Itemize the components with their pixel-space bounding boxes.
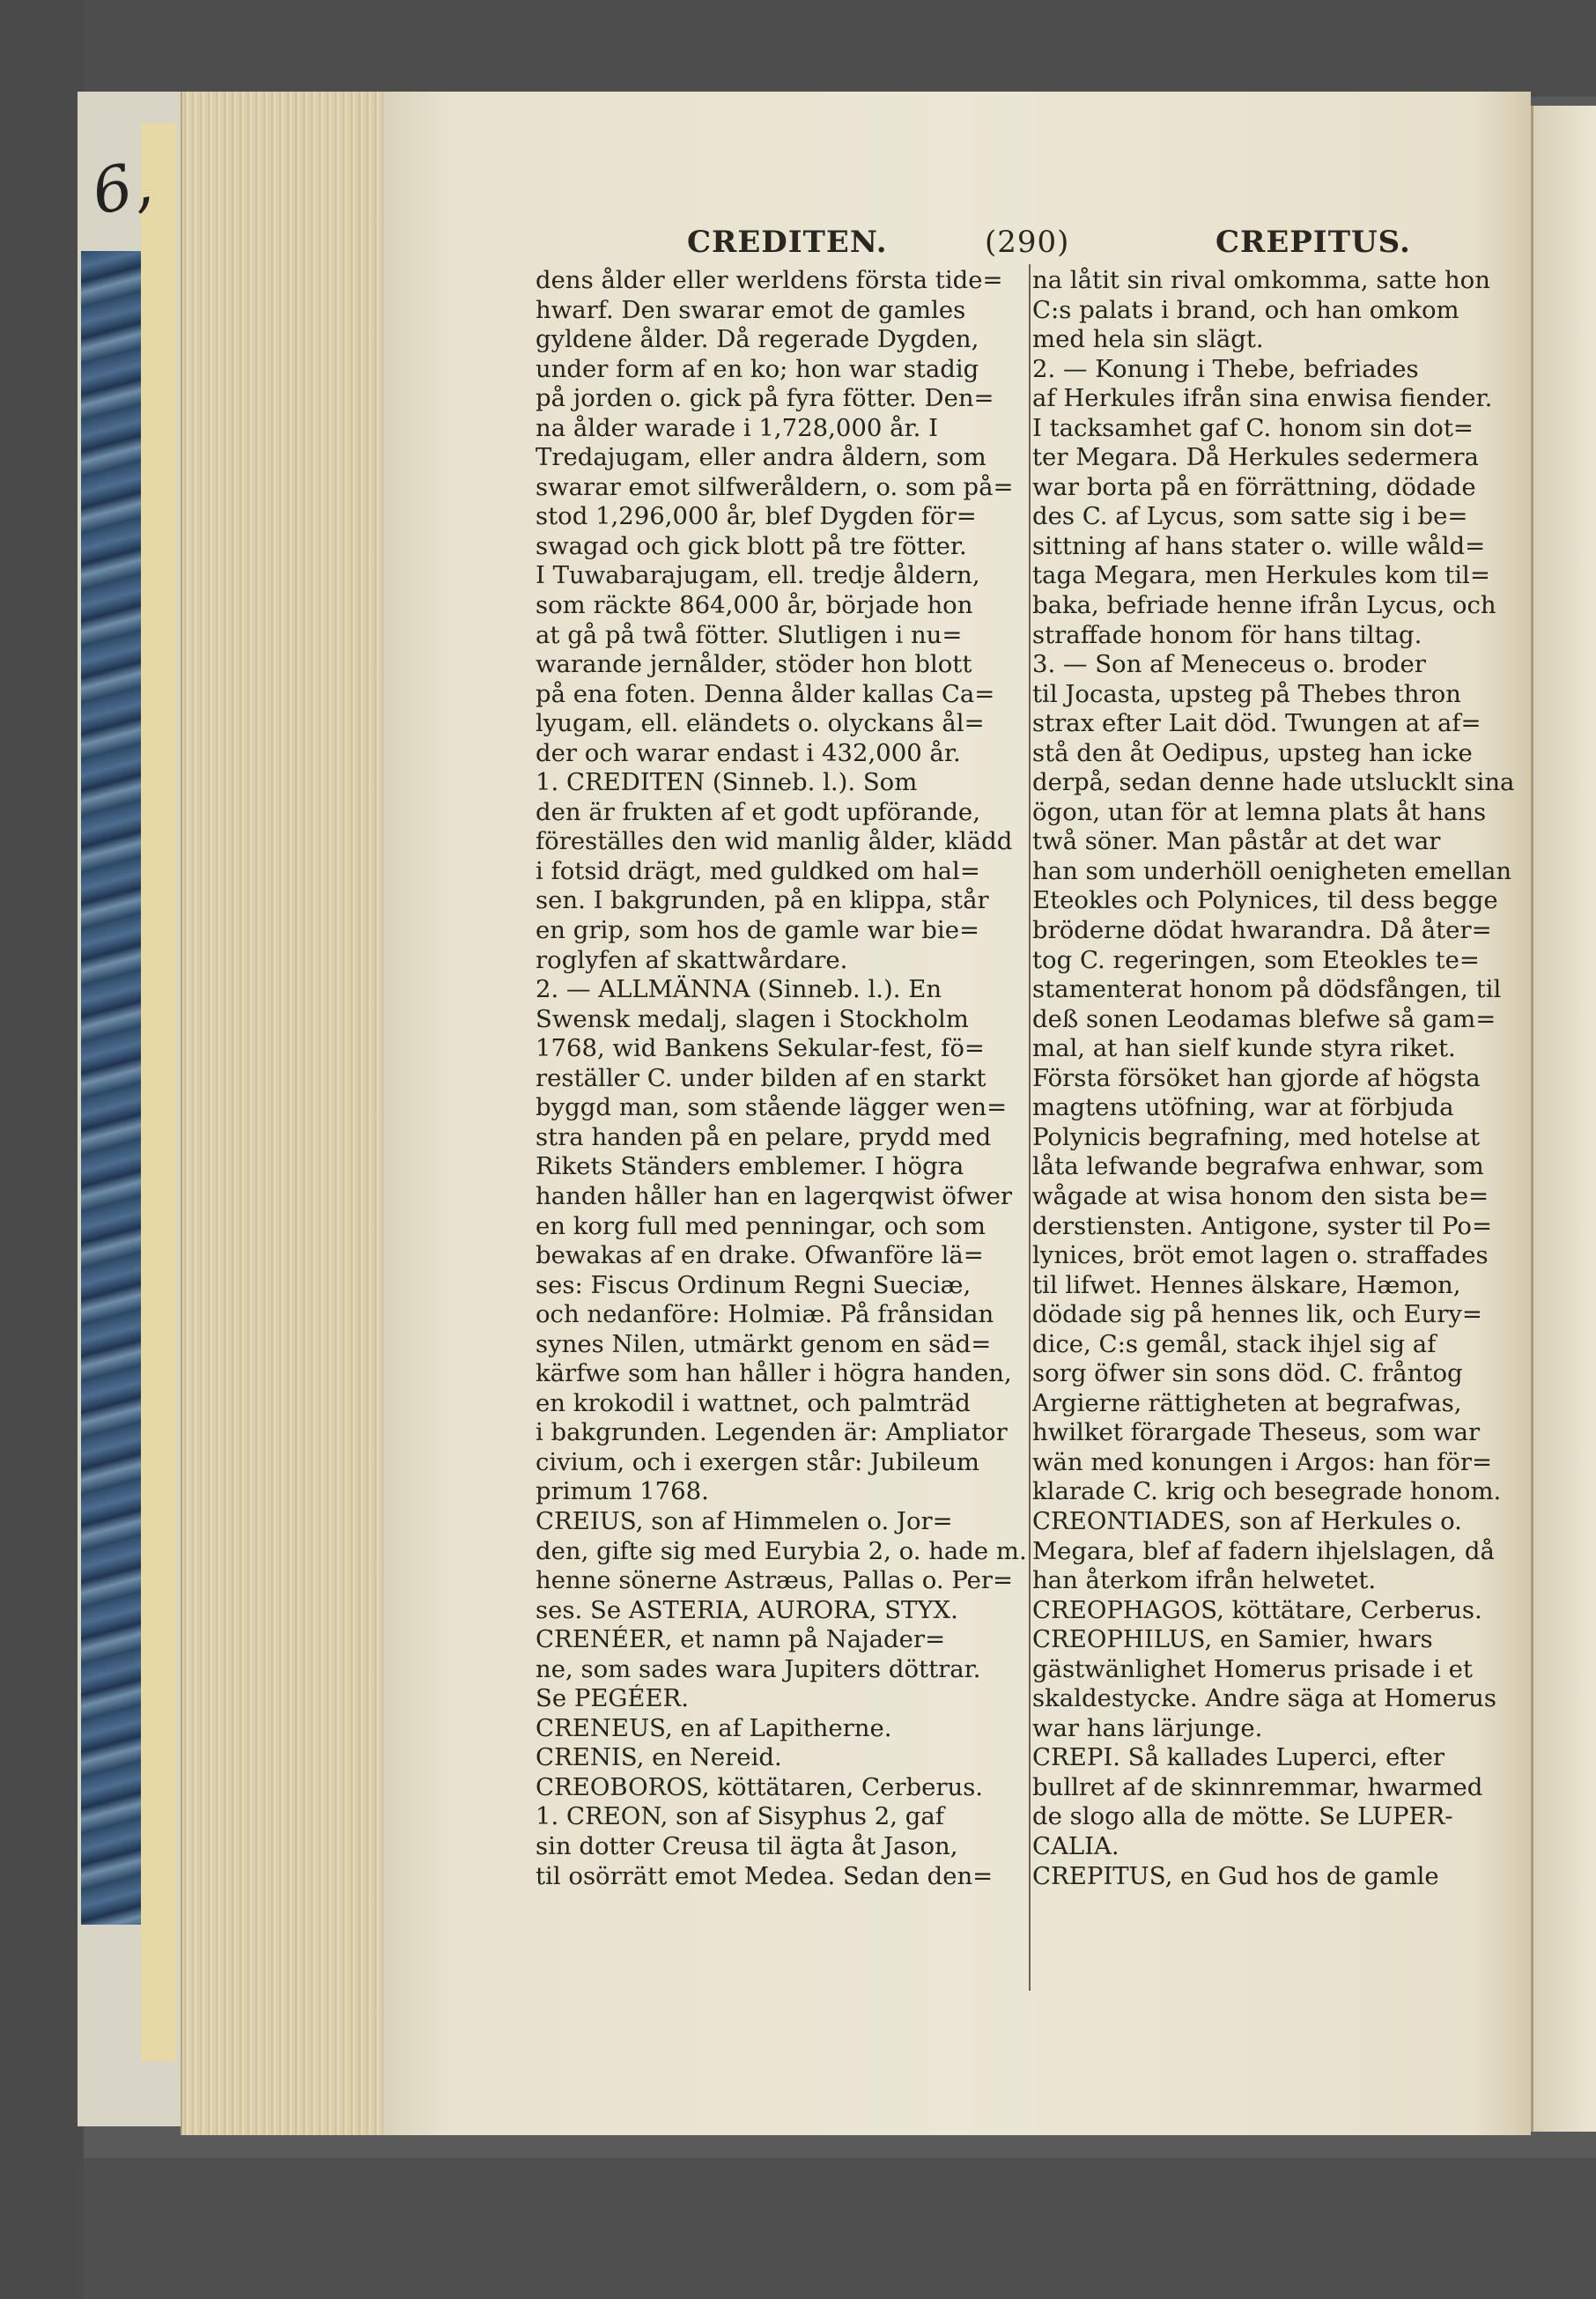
text-line: CREPITUS, en Gud hos de gamle xyxy=(1032,1861,1439,1890)
handwritten-mark: 6, xyxy=(85,145,159,230)
text-line: 2. — Konung i Thebe, befriades xyxy=(1032,354,1419,383)
text-line: som räckte 864,000 år, började hon xyxy=(536,591,973,620)
running-head-left: CREDITEN. xyxy=(687,225,888,260)
text-line: wän med konungen i Argos: han för= xyxy=(1032,1447,1493,1476)
text-line: war hans lärjunge. xyxy=(1032,1713,1263,1742)
marbled-board xyxy=(81,251,143,1925)
text-line: Argierne rättigheten at begrafwas, xyxy=(1032,1388,1462,1417)
text-line: des C. af Lycus, som satte sig i be= xyxy=(1032,502,1468,531)
text-line: CRENÉER, et namn på Najader= xyxy=(536,1625,946,1654)
text-line: ses: Fiscus Ordinum Regni Sueciæ, xyxy=(536,1270,972,1299)
text-line: byggd man, som stående lägger wen= xyxy=(536,1093,1008,1122)
text-line: sen. I bakgrunden, på en klippa, står xyxy=(536,886,989,915)
column-rule xyxy=(1029,264,1031,1991)
text-line: Polynicis begrafning, med hotelse at xyxy=(1032,1122,1480,1151)
text-line: 1768, wid Bankens Sekular-fest, fö= xyxy=(536,1034,985,1063)
text-line: med hela sin slägt. xyxy=(1032,325,1264,354)
text-line: gästwänlighet Homerus prisade i et xyxy=(1032,1654,1473,1683)
text-line: Swensk medalj, slagen i Stockholm xyxy=(536,1004,969,1033)
text-line: bullret af de skinnremmar, hwarmed xyxy=(1032,1772,1483,1801)
text-line: dice, C:s gemål, stack ihjel sig af xyxy=(1032,1329,1437,1358)
text-line: derpå, sedan denne hade utslucklt sina xyxy=(1032,768,1515,797)
text-line: i bakgrunden. Legenden är: Ampliator xyxy=(536,1418,1008,1447)
text-line: hwarf. Den swarar emot de gamles xyxy=(536,295,966,324)
text-line: primum 1768. xyxy=(536,1477,709,1506)
right-text-column xyxy=(1032,266,1524,1891)
text-line: en grip, som hos de gamle war bie= xyxy=(536,916,980,945)
text-line: den är frukten af et godt upförande, xyxy=(536,797,980,826)
text-line: de slogo alla de mötte. Se LUPER- xyxy=(1032,1802,1453,1831)
text-line: han som underhöll oenigheten emellan xyxy=(1032,856,1512,885)
text-line: stra handen på en pelare, prydd med xyxy=(536,1122,992,1151)
text-line: föreställes den wid manlig ålder, klädd xyxy=(536,827,1013,856)
text-line: tog C. regeringen, som Eteokles te= xyxy=(1032,945,1480,974)
text-line: i fotsid drägt, med guldked om hal= xyxy=(536,856,980,885)
text-line: Tredajugam, eller andra åldern, som xyxy=(536,443,986,472)
text-line: henne sönerne Astræus, Pallas o. Per= xyxy=(536,1566,1014,1595)
text-line: CREOBOROS, köttätaren, Cerberus. xyxy=(536,1772,984,1801)
text-line: swagad och gick blott på tre fötter. xyxy=(536,531,967,560)
text-line: CREOPHAGOS, köttätare, Cerberus. xyxy=(1032,1595,1482,1624)
text-line: Se PEGÉER. xyxy=(536,1684,689,1713)
text-line: ses. Se ASTERIA, AURORA, STYX. xyxy=(536,1595,958,1624)
text-line: civium, och i exergen står: Jubileum xyxy=(536,1447,979,1476)
text-line: lyugam, ell. eländets o. olyckans ål= xyxy=(536,709,985,738)
text-line: I Tuwabarajugam, ell. tredje åldern, xyxy=(536,561,980,590)
text-line: bröderne dödat hwarandra. Då åter= xyxy=(1032,916,1492,945)
text-line: på jorden o. gick på fyra fötter. Den= xyxy=(536,384,994,413)
text-line: synes Nilen, utmärkt genom en säd= xyxy=(536,1329,992,1358)
text-line: af Herkules ifrån sina enwisa fiender. xyxy=(1032,384,1493,413)
text-line: til lifwet. Hennes älskare, Hæmon, xyxy=(1032,1270,1461,1299)
text-line: til Jocasta, upsteg på Thebes thron xyxy=(1032,679,1461,708)
background-bottom xyxy=(0,2158,1596,2299)
text-line: 1. CREON, son af Sisyphus 2, gaf xyxy=(536,1802,944,1831)
text-line: na ålder warade i 1,728,000 år. I xyxy=(536,413,938,442)
text-line: mal, at han sielf kunde styra riket. xyxy=(1032,1034,1456,1063)
text-line: på ena foten. Denna ålder kallas Ca= xyxy=(536,679,995,708)
text-line: taga Megara, men Herkules kom til= xyxy=(1032,561,1490,590)
text-line: dödade sig på hennes lik, och Eury= xyxy=(1032,1300,1482,1329)
text-line: reställer C. under bilden af en starkt xyxy=(536,1063,986,1092)
text-line: en korg full med penningar, och som xyxy=(536,1211,986,1240)
background-top xyxy=(0,0,1596,97)
facing-page-edge xyxy=(1531,106,1596,2132)
text-line: den, gifte sig med Eurybia 2, o. hade m. xyxy=(536,1536,1027,1565)
text-line: war borta på en förrättning, dödade xyxy=(1032,472,1476,501)
text-line: baka, befriade henne ifrån Lycus, och xyxy=(1032,591,1496,620)
text-line: wågade at wisa honom den sista be= xyxy=(1032,1181,1489,1210)
text-line: at gå på twå fötter. Slutligen i nu= xyxy=(536,620,963,649)
text-line: CREONTIADES, son af Herkules o. xyxy=(1032,1506,1462,1535)
text-line: hwilket förargade Theseus, som war xyxy=(1032,1418,1481,1447)
text-line: deß sonen Leodamas blefwe så gam= xyxy=(1032,1004,1496,1033)
text-line: derstiensten. Antigone, syster til Po= xyxy=(1032,1211,1492,1240)
text-line: strax efter Lait död. Twungen at af= xyxy=(1032,709,1481,738)
text-line: ne, som sades wara Jupiters döttrar. xyxy=(536,1654,981,1683)
text-line: CRENIS, en Nereid. xyxy=(536,1743,782,1772)
text-line: twå söner. Man påstår at det war xyxy=(1032,827,1441,856)
text-line: 1. CREDITEN (Sinneb. l.). Som xyxy=(536,768,918,797)
text-line: roglyfen af skattwårdare. xyxy=(536,945,848,974)
endpaper-strip xyxy=(141,123,176,2061)
text-line: sorg öfwer sin sons död. C. fråntog xyxy=(1032,1359,1463,1388)
text-line: CREIUS, son af Himmelen o. Jor= xyxy=(536,1506,953,1535)
text-line: der och warar endast i 432,000 år. xyxy=(536,738,961,767)
text-line: handen håller han en lagerqwist öfwer xyxy=(536,1181,1013,1210)
text-line: klarade C. krig och besegrade honom. xyxy=(1032,1477,1502,1506)
text-line: na låtit sin rival omkomma, satte hon xyxy=(1032,266,1490,294)
text-line: 3. — Son af Meneceus o. broder xyxy=(1032,650,1426,679)
text-line: til osörrätt emot Medea. Sedan den= xyxy=(536,1861,994,1890)
text-line: en krokodil i wattnet, och palmträd xyxy=(536,1388,971,1417)
text-line: CREOPHILUS, en Samier, hwars xyxy=(1032,1625,1433,1654)
text-line: CREPI. Så kallades Luperci, efter xyxy=(1032,1743,1445,1772)
text-line: och nedanföre: Holmiæ. På frånsidan xyxy=(536,1300,994,1329)
text-line: Första försöket han gjorde af högsta xyxy=(1032,1063,1481,1092)
text-line: Megara, blef af fadern ihjelslagen, då xyxy=(1032,1536,1495,1565)
text-line: kärfwe som han håller i högra handen, xyxy=(536,1359,1012,1388)
text-line: gyldene ålder. Då regerade Dygden, xyxy=(536,325,979,354)
text-line: stod 1,296,000 år, blef Dygden för= xyxy=(536,502,977,531)
text-line: han återkom ifrån helwetet. xyxy=(1032,1566,1377,1595)
running-head-right: CREPITUS. xyxy=(1215,225,1411,260)
text-line: 2. — ALLMÄNNA (Sinneb. l.). En xyxy=(536,975,942,1004)
text-line: swarar emot silfweråldern, o. som på= xyxy=(536,472,1014,501)
text-line: CALIA. xyxy=(1032,1831,1119,1860)
text-line: stamenterat honom på dödsfången, til xyxy=(1032,975,1502,1004)
page-number: (290) xyxy=(985,225,1070,260)
text-line: skaldestycke. Andre säga at Homerus xyxy=(1032,1684,1496,1713)
text-line: straffade honom för hans tiltag. xyxy=(1032,620,1422,649)
text-line: warande jernålder, stöder hon blott xyxy=(536,650,972,679)
text-line: låta lefwande begrafwa enhwar, som xyxy=(1032,1152,1484,1181)
background-left xyxy=(0,0,84,2299)
text-line: magtens utöfning, war at förbjuda xyxy=(1032,1093,1454,1122)
text-line: C:s palats i brand, och han omkom xyxy=(1032,295,1459,324)
text-line: Rikets Ständers emblemer. I högra xyxy=(536,1152,964,1181)
text-line: stå den åt Oedipus, upsteg han icke xyxy=(1032,738,1473,767)
text-line: lynices, bröt emot lagen o. straffades xyxy=(1032,1241,1489,1270)
text-line: I tacksamhet gaf C. honom sin dot= xyxy=(1032,413,1474,442)
text-line: sittning af hans stater o. wille wåld= xyxy=(1032,531,1486,560)
text-line: Eteokles och Polynices, til dess begge xyxy=(1032,886,1498,915)
text-line: CRENEUS, en af Lapitherne. xyxy=(536,1713,892,1742)
text-line: ögon, utan för at lemna plats åt hans xyxy=(1032,797,1487,826)
text-line: under form af en ko; hon war stadig xyxy=(536,354,979,383)
text-line: sin dotter Creusa til ägta åt Jason, xyxy=(536,1831,958,1860)
left-text-column xyxy=(536,266,1027,1891)
text-line: ter Megara. Då Herkules sedermera xyxy=(1032,443,1479,472)
text-line: dens ålder eller werldens första tide= xyxy=(536,266,1003,294)
text-line: bewakas af en drake. Ofwanföre lä= xyxy=(536,1241,984,1270)
page-edges xyxy=(181,92,385,2135)
